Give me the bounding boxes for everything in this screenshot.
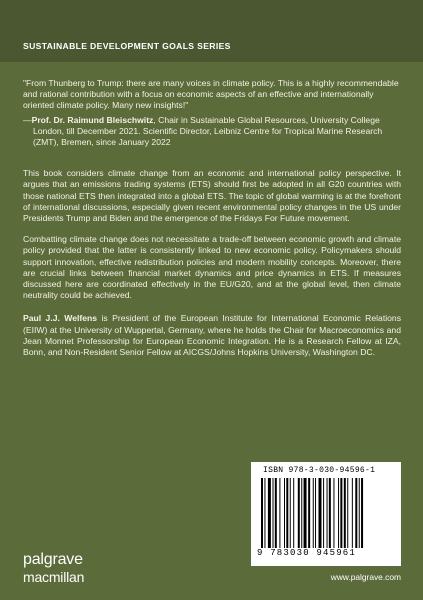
author-name: Paul J.J. Welfens (23, 313, 98, 324)
description-paragraph-1: This book considers climate change from an economic and international policy perspective. It argues that an emissions trading systems (ETS) should first be adopted in all G20 countries with those national ETS then integrated into a global ETS. The topic of global warming is at the forefront of international discussions, especially given recent environmental policy changes in the US under Presidents Trump and Biden and the emergence of the Fridays For Future movement. (23, 168, 401, 224)
publisher-logo-macmillan: macmillan (23, 569, 85, 585)
top-band (0, 0, 423, 62)
isbn-text: ISBN 978-3-030-94596-1 (263, 466, 376, 475)
quote-attribution (23, 114, 401, 149)
back-cover-text (23, 78, 401, 358)
quote-dash: — (23, 114, 32, 125)
author-bio (23, 313, 401, 358)
author-bio-text: is President of the European Institute for International Economic Relations (EIIW) at the University of Wuppertal, Germany, where he holds the Chair for Macroeconomics and Jean Monnet Professorship for European Economic Integration. He is a Research Fellow at IZA, Bonn, and Non-Resident Senior Fellow at AICGS/Johns Hopkins University, Washington DC. (23, 313, 401, 358)
description-paragraph-2: Combatting climate change does not necessitate a trade-off between economic growth and climate policy provided that the latter is consistently linked to new economic policy. Policymakers should support innovation, effective redistribution policies and modern mobility concepts. Moreover, there are crucial links between financial market dynamics and price dynamics in ETS. If measures discussed here are coordinated effectively in the EU/G20, and at the global level, then climate neutrality could be achieved. (23, 234, 401, 301)
series-title: SUSTAINABLE DEVELOPMENT GOALS SERIES (23, 41, 231, 51)
barcode-icon (259, 478, 393, 548)
endorsement-quote: "From Thunberg to Trump: there are many voices in climate policy. This is a highly recommendable and rational contribution with a focus on economic aspects of an effective and internationally oriented climate policy. Many new insights!" (23, 78, 399, 111)
publisher-logo-palgrave: palgrave (23, 551, 83, 568)
quote-affiliation: , Chair in Sustainable Global Resources, University College London, till December 2021. Scientific Director, Leibniz Centre for Tropical Marine Research (ZMT), Bremen, since January 2022 (33, 114, 383, 148)
barcode-box (251, 462, 401, 566)
publisher-url: www.palgrave.com (330, 572, 401, 582)
barcode-number: 9 783030 945961 (257, 548, 357, 558)
quote-author: Prof. Dr. Raimund Bleischwitz (31, 114, 154, 125)
